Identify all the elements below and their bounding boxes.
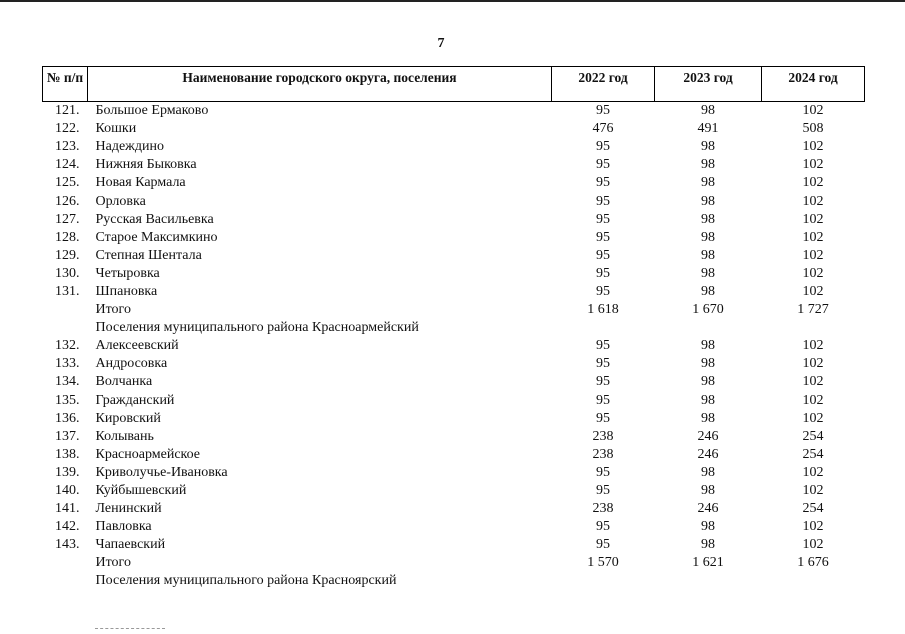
settlement-name: Орловка [95,193,146,209]
row-number: 133. [55,356,80,372]
row-number: 126. [55,193,80,209]
settlement-name: Старое Максимкино [95,229,218,245]
value-2023: 98 [701,537,715,553]
row-number: 128. [55,229,80,245]
value-2023: 98 [701,283,715,299]
row-number: 143. [55,537,80,553]
value-2023: 491 [697,121,719,137]
table-row [43,482,865,500]
settlement-name: Колывань [95,428,154,444]
value-2023: 98 [701,139,715,155]
settlement-name: Русская Васильевка [95,211,214,227]
table-row [43,446,865,464]
value-2024: 102 [802,410,824,426]
row-number: 134. [55,374,80,390]
table-row [43,283,865,301]
value-2023: 98 [701,229,715,245]
value-2023: 98 [701,464,715,480]
value-2024: 102 [802,103,824,119]
value-2022: 95 [596,247,610,263]
header-number: № п/п [43,67,88,102]
settlement-name: Куйбышевский [95,483,187,499]
value-2023: 1 621 [692,555,724,571]
table-row [43,174,865,192]
value-2024: 254 [802,446,824,462]
row-number-cell [43,319,88,337]
settlement-name: Кошки [95,121,137,137]
value-2023: 98 [701,392,715,408]
settlement-name: Новая Кармала [95,175,186,191]
value-2024: 1 727 [797,302,829,318]
row-number-cell [43,572,88,590]
value-2024: 102 [802,265,824,281]
table-row [43,229,865,247]
value-2022: 95 [596,157,610,173]
value-2024: 254 [802,501,824,517]
value-2024: 102 [802,175,824,191]
value-2023: 1 670 [692,302,724,318]
header-2023: 2023 год [655,67,762,102]
table-row [43,355,865,373]
value-2022: 95 [596,356,610,372]
value-2022: 95 [596,229,610,245]
table-row [43,211,865,229]
value-2024: 102 [802,157,824,173]
table-row [43,102,865,121]
value-2024: 102 [802,392,824,408]
value-2024: 102 [802,247,824,263]
value-2022: 95 [596,139,610,155]
value-2024: 102 [802,193,824,209]
value-2024: 102 [802,211,824,227]
value-2023: 98 [701,103,715,119]
value-2022: 95 [596,211,610,227]
settlement-name: Ленинский [95,501,162,517]
value-2022: 1 618 [587,302,619,318]
settlement-name: Андросовка [95,356,168,372]
total-row [43,301,865,319]
table-row [43,464,865,482]
value-2022: 238 [592,501,614,517]
value-2023: 98 [701,483,715,499]
value-2024: 102 [802,374,824,390]
table-row [43,410,865,428]
row-number: 125. [55,175,80,191]
table-row [43,120,865,138]
value-2022: 95 [596,193,610,209]
page-number: 7 [437,36,445,51]
row-number: 136. [55,410,80,426]
value-2022: 95 [596,464,610,480]
value-2022: 95 [596,410,610,426]
section-header-row [43,572,865,590]
table-row [43,192,865,210]
value-2023: 98 [701,265,715,281]
row-number [43,301,88,319]
settlement-name: Алексеевский [95,338,179,354]
value-2024: 102 [802,537,824,553]
row-number: 132. [55,338,80,354]
value-2023: 98 [701,193,715,209]
settlement-name: Нижняя Быковка [95,157,197,173]
value-2023: 98 [701,247,715,263]
value-2024: 102 [802,519,824,535]
row-number: 135. [55,392,80,408]
value-2024: 508 [802,121,824,137]
value-2024: 102 [802,464,824,480]
settlement-name: Кировский [95,410,161,426]
value-2024: 102 [802,483,824,499]
table-row [43,428,865,446]
header-row [43,67,865,102]
settlement-name: Красноармейское [95,446,201,462]
value-2024: 102 [802,338,824,354]
settlements-table [42,66,865,591]
value-2022: 476 [592,121,614,137]
value-2023: 98 [701,175,715,191]
value-2024: 102 [802,139,824,155]
value-2023: 98 [701,157,715,173]
value-2022: 95 [596,537,610,553]
settlement-name: Надеждино [95,139,164,155]
row-number: 122. [55,121,80,137]
settlement-name: Четыровка [95,265,160,281]
scan-artifact [95,628,165,633]
value-2022: 95 [596,103,610,119]
table-row [43,247,865,265]
value-2022: 95 [596,265,610,281]
value-2022: 95 [596,483,610,499]
total-row [43,554,865,572]
header-2024: 2024 год [762,67,865,102]
value-2022: 95 [596,374,610,390]
value-2024: 102 [802,229,824,245]
value-2023: 98 [701,356,715,372]
settlement-name: Итого [95,555,131,571]
row-number: 141. [55,501,80,517]
header-2022: 2022 год [552,67,655,102]
settlement-name: Гражданский [95,392,175,408]
row-number: 131. [55,283,80,299]
value-2023: 98 [701,374,715,390]
table-row [43,337,865,355]
value-2023: 98 [701,410,715,426]
row-number: 138. [55,446,80,462]
row-number: 137. [55,428,80,444]
table-row [43,373,865,391]
settlement-name: Итого [95,302,131,318]
section-title: Поселения муниципального района Красноармейский [95,320,419,336]
value-2023: 246 [697,501,719,517]
value-2022: 95 [596,175,610,191]
table-row [43,138,865,156]
settlement-name: Большое Ермаково [95,103,209,119]
settlement-name: Павловка [95,519,152,535]
row-number: 123. [55,139,80,155]
row-number: 121. [55,103,80,119]
value-2024: 102 [802,356,824,372]
value-2023: 246 [697,428,719,444]
value-2022: 95 [596,519,610,535]
value-2023: 246 [697,446,719,462]
table-row [43,156,865,174]
value-2022: 95 [596,392,610,408]
value-2022: 95 [596,283,610,299]
table-row [43,392,865,410]
table-row [43,518,865,536]
value-2022: 1 570 [587,555,619,571]
value-2023: 98 [701,338,715,354]
table-header [43,67,865,102]
row-number [43,554,88,572]
settlement-name: Волчанка [95,374,153,390]
table-row [43,536,865,554]
value-2024: 102 [802,283,824,299]
value-2023: 98 [701,519,715,535]
value-2024: 1 676 [797,555,829,571]
row-number: 139. [55,464,80,480]
settlement-name: Криволучье-Ивановка [95,464,228,480]
table-body [43,102,865,591]
value-2022: 238 [592,446,614,462]
settlement-name: Шпановка [95,283,158,299]
header-name: Наименование городского округа, поселения [88,67,552,102]
table-row [43,265,865,283]
section-title: Поселения муниципального района Красноярский [95,573,397,589]
section-header-row [43,319,865,337]
top-border-line [0,0,905,2]
row-number: 142. [55,519,80,535]
row-number: 127. [55,211,80,227]
row-number: 140. [55,483,80,499]
row-number: 130. [55,265,80,281]
value-2022: 95 [596,338,610,354]
value-2023: 98 [701,211,715,227]
value-2022: 238 [592,428,614,444]
settlement-name: Чапаевский [95,537,166,553]
row-number: 129. [55,247,80,263]
row-number: 124. [55,157,80,173]
value-2024: 254 [802,428,824,444]
settlement-name: Степная Шентала [95,247,202,263]
table-row [43,500,865,518]
